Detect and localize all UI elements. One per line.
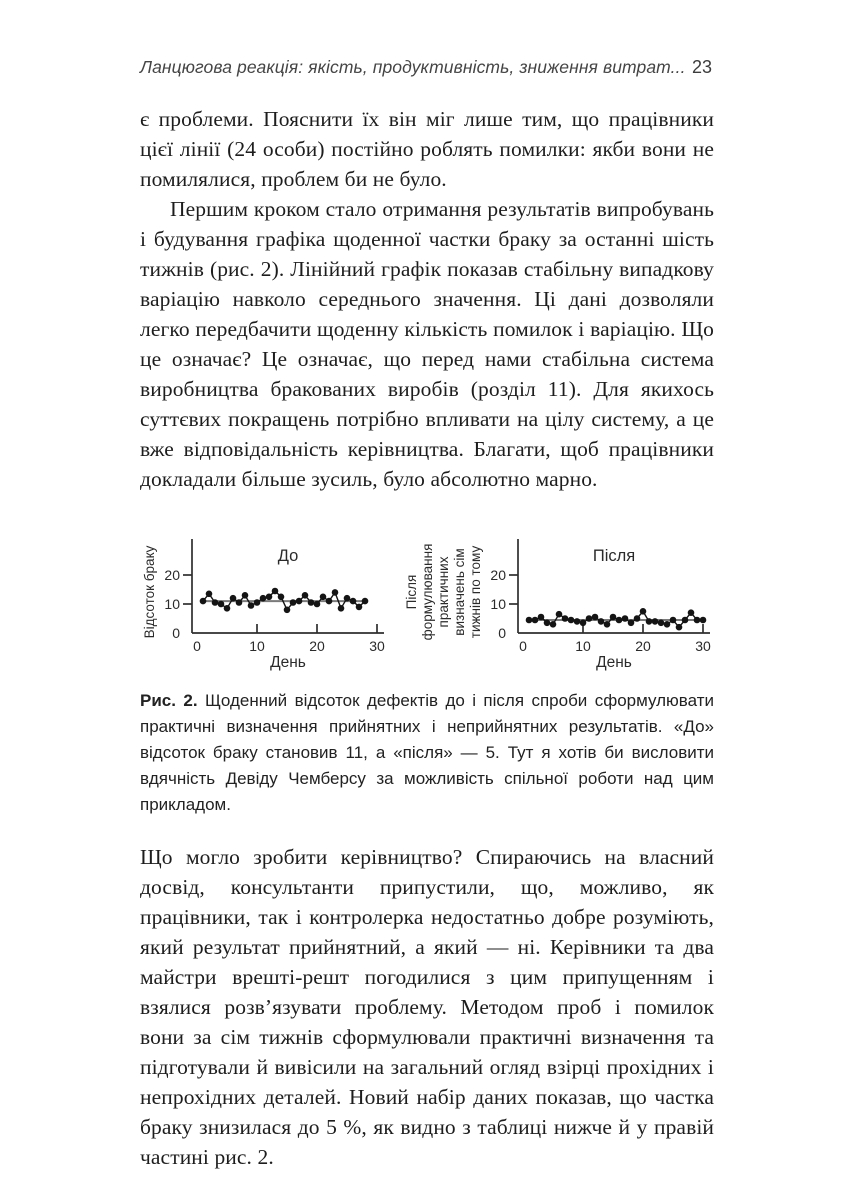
running-title: Ланцюгова реакція: якість, продуктивність, зниження витрат... xyxy=(140,57,686,77)
data-point xyxy=(538,614,545,621)
data-point xyxy=(556,611,563,618)
data-point xyxy=(218,601,225,608)
data-point xyxy=(332,589,339,596)
chart-title: Після xyxy=(592,547,636,565)
figure-caption-text: Щоденний відсоток дефектів до і після спроби сформулювати практичні визначення прийнятних і неприйнятних результатів. «До» відсоток браку становив 11, а «після» — 5. Тут я хотів би висловити вдячність Девіду Чемберсу за можливість спільної роботи над цим прикладом. xyxy=(140,691,714,814)
x-axis-label: День xyxy=(270,654,306,671)
y-tick-label: 0 xyxy=(498,625,506,641)
data-point xyxy=(356,604,363,611)
y-tick-label: 10 xyxy=(164,596,180,612)
x-tick-label: 30 xyxy=(695,638,711,654)
data-point xyxy=(700,617,707,624)
data-point xyxy=(338,605,345,612)
data-point xyxy=(242,592,249,599)
y-axis-label: Відсоток браку xyxy=(142,545,157,639)
data-point xyxy=(688,609,695,616)
data-point xyxy=(598,618,605,625)
figure-caption xyxy=(140,688,714,818)
figure-2 xyxy=(140,515,714,678)
y-tick-label: 0 xyxy=(172,625,180,641)
x-tick-label: 20 xyxy=(635,638,651,654)
data-point xyxy=(290,599,297,606)
data-point xyxy=(200,598,207,605)
data-point xyxy=(278,594,285,601)
data-point xyxy=(254,599,261,606)
data-point xyxy=(550,621,557,628)
data-point xyxy=(224,605,231,612)
x-tick-label: 20 xyxy=(309,638,325,654)
y-axis-label: Після xyxy=(404,574,419,610)
data-point xyxy=(628,620,635,627)
data-point xyxy=(682,617,689,624)
data-point xyxy=(664,621,671,628)
data-point xyxy=(230,595,237,602)
data-point xyxy=(362,598,369,605)
running-header xyxy=(140,57,714,78)
line-chart xyxy=(140,515,398,673)
chart-title: До xyxy=(277,547,299,565)
data-point xyxy=(296,598,303,605)
page-number: 23 xyxy=(691,57,712,77)
data-point xyxy=(610,614,617,621)
paragraph-3: Що могло зробити керівництво? Спираючись на власний досвід, консультанти припустили, що, можливо, як працівники, так і контролерка недостатньо добре розуміють, який результат прийнятний, а який — ні. Керівники та два майстри врешті-решт погодилися з цим припущенням і взялися розв’язувати проблему. Методом проб і помилок вони за сім тижнів сформулювали практичні визначення та підготували й вивісили на загальний огляд взірці прохідних і непрохідних деталей. Новий набір даних показав, що частка браку знизилася до 5 %, як видно з таблиці нижче й у правій частині рис. 2. xyxy=(140,845,714,1169)
data-point xyxy=(586,615,593,622)
x-tick-label: 10 xyxy=(249,638,265,654)
data-point xyxy=(284,607,291,614)
data-point xyxy=(212,599,219,606)
figure-chart-after xyxy=(402,515,724,678)
data-point xyxy=(562,615,569,622)
paragraph-2: Першим кроком стало отримання результатів випробувань і будування графіка щоденної частки браку за останні шість тижнів (рис. 2). Лінійний графік показав стабільну випадкову варіацію навколо середнього значення. Ці дані дозволяли легко передбачити щоденну кількість помилок і варіацію. Що це означає? Це означає, що перед нами стабільна система виробництва бракованих виробів (розділ 11). Для якихось суттєвих покращень потрібно впливати на цілу систему, а це вже відповідальність керівництва. Благати, щоб працівники докладали більше зусиль, було абсолютно марно. xyxy=(140,197,714,491)
x-axis-label: День xyxy=(596,654,632,671)
data-point xyxy=(568,617,575,624)
data-point xyxy=(320,594,327,601)
data-point xyxy=(326,598,333,605)
data-point xyxy=(670,617,677,624)
figure-caption-label: Рис. 2. xyxy=(140,691,198,710)
data-point xyxy=(314,601,321,608)
y-axis-label: визначень сім xyxy=(452,548,467,636)
data-point xyxy=(302,592,309,599)
data-point xyxy=(350,598,357,605)
data-point xyxy=(308,599,315,606)
data-point xyxy=(604,621,611,628)
figure-chart-before xyxy=(140,515,398,678)
y-tick-label: 10 xyxy=(490,596,506,612)
data-point xyxy=(592,614,599,621)
x-tick-label: 0 xyxy=(519,638,527,654)
x-tick-label: 10 xyxy=(575,638,591,654)
line-chart xyxy=(402,515,724,673)
data-point xyxy=(532,617,539,624)
x-tick-label: 0 xyxy=(193,638,201,654)
data-point xyxy=(646,618,653,625)
data-point xyxy=(676,624,683,631)
y-axis-label: тижнів по тому xyxy=(468,545,483,639)
data-point xyxy=(272,588,279,595)
data-point xyxy=(248,602,255,609)
data-point xyxy=(526,617,533,624)
data-point xyxy=(260,595,267,602)
data-point xyxy=(634,615,641,622)
data-point xyxy=(206,591,213,598)
y-tick-label: 20 xyxy=(164,567,180,583)
y-axis-label: практичних xyxy=(436,556,451,628)
data-point xyxy=(580,620,587,627)
data-point xyxy=(266,594,273,601)
data-point xyxy=(694,617,701,624)
data-point xyxy=(616,617,623,624)
y-axis-label: формулювання xyxy=(420,543,435,641)
x-tick-label: 30 xyxy=(369,638,385,654)
data-point xyxy=(236,599,243,606)
y-tick-label: 20 xyxy=(490,567,506,583)
data-point xyxy=(640,608,647,615)
data-point xyxy=(544,620,551,627)
paragraph-1: є проблеми. Пояснити їх він міг лише тим, що працівники цієї лінії (24 особи) постійно роблять помилки: якби вони не помилялися, проблем би не було. xyxy=(140,107,714,191)
text-column xyxy=(140,0,714,1172)
data-point xyxy=(658,620,665,627)
data-point xyxy=(574,618,581,625)
data-point xyxy=(652,618,659,625)
data-point xyxy=(344,595,351,602)
data-point xyxy=(622,615,629,622)
